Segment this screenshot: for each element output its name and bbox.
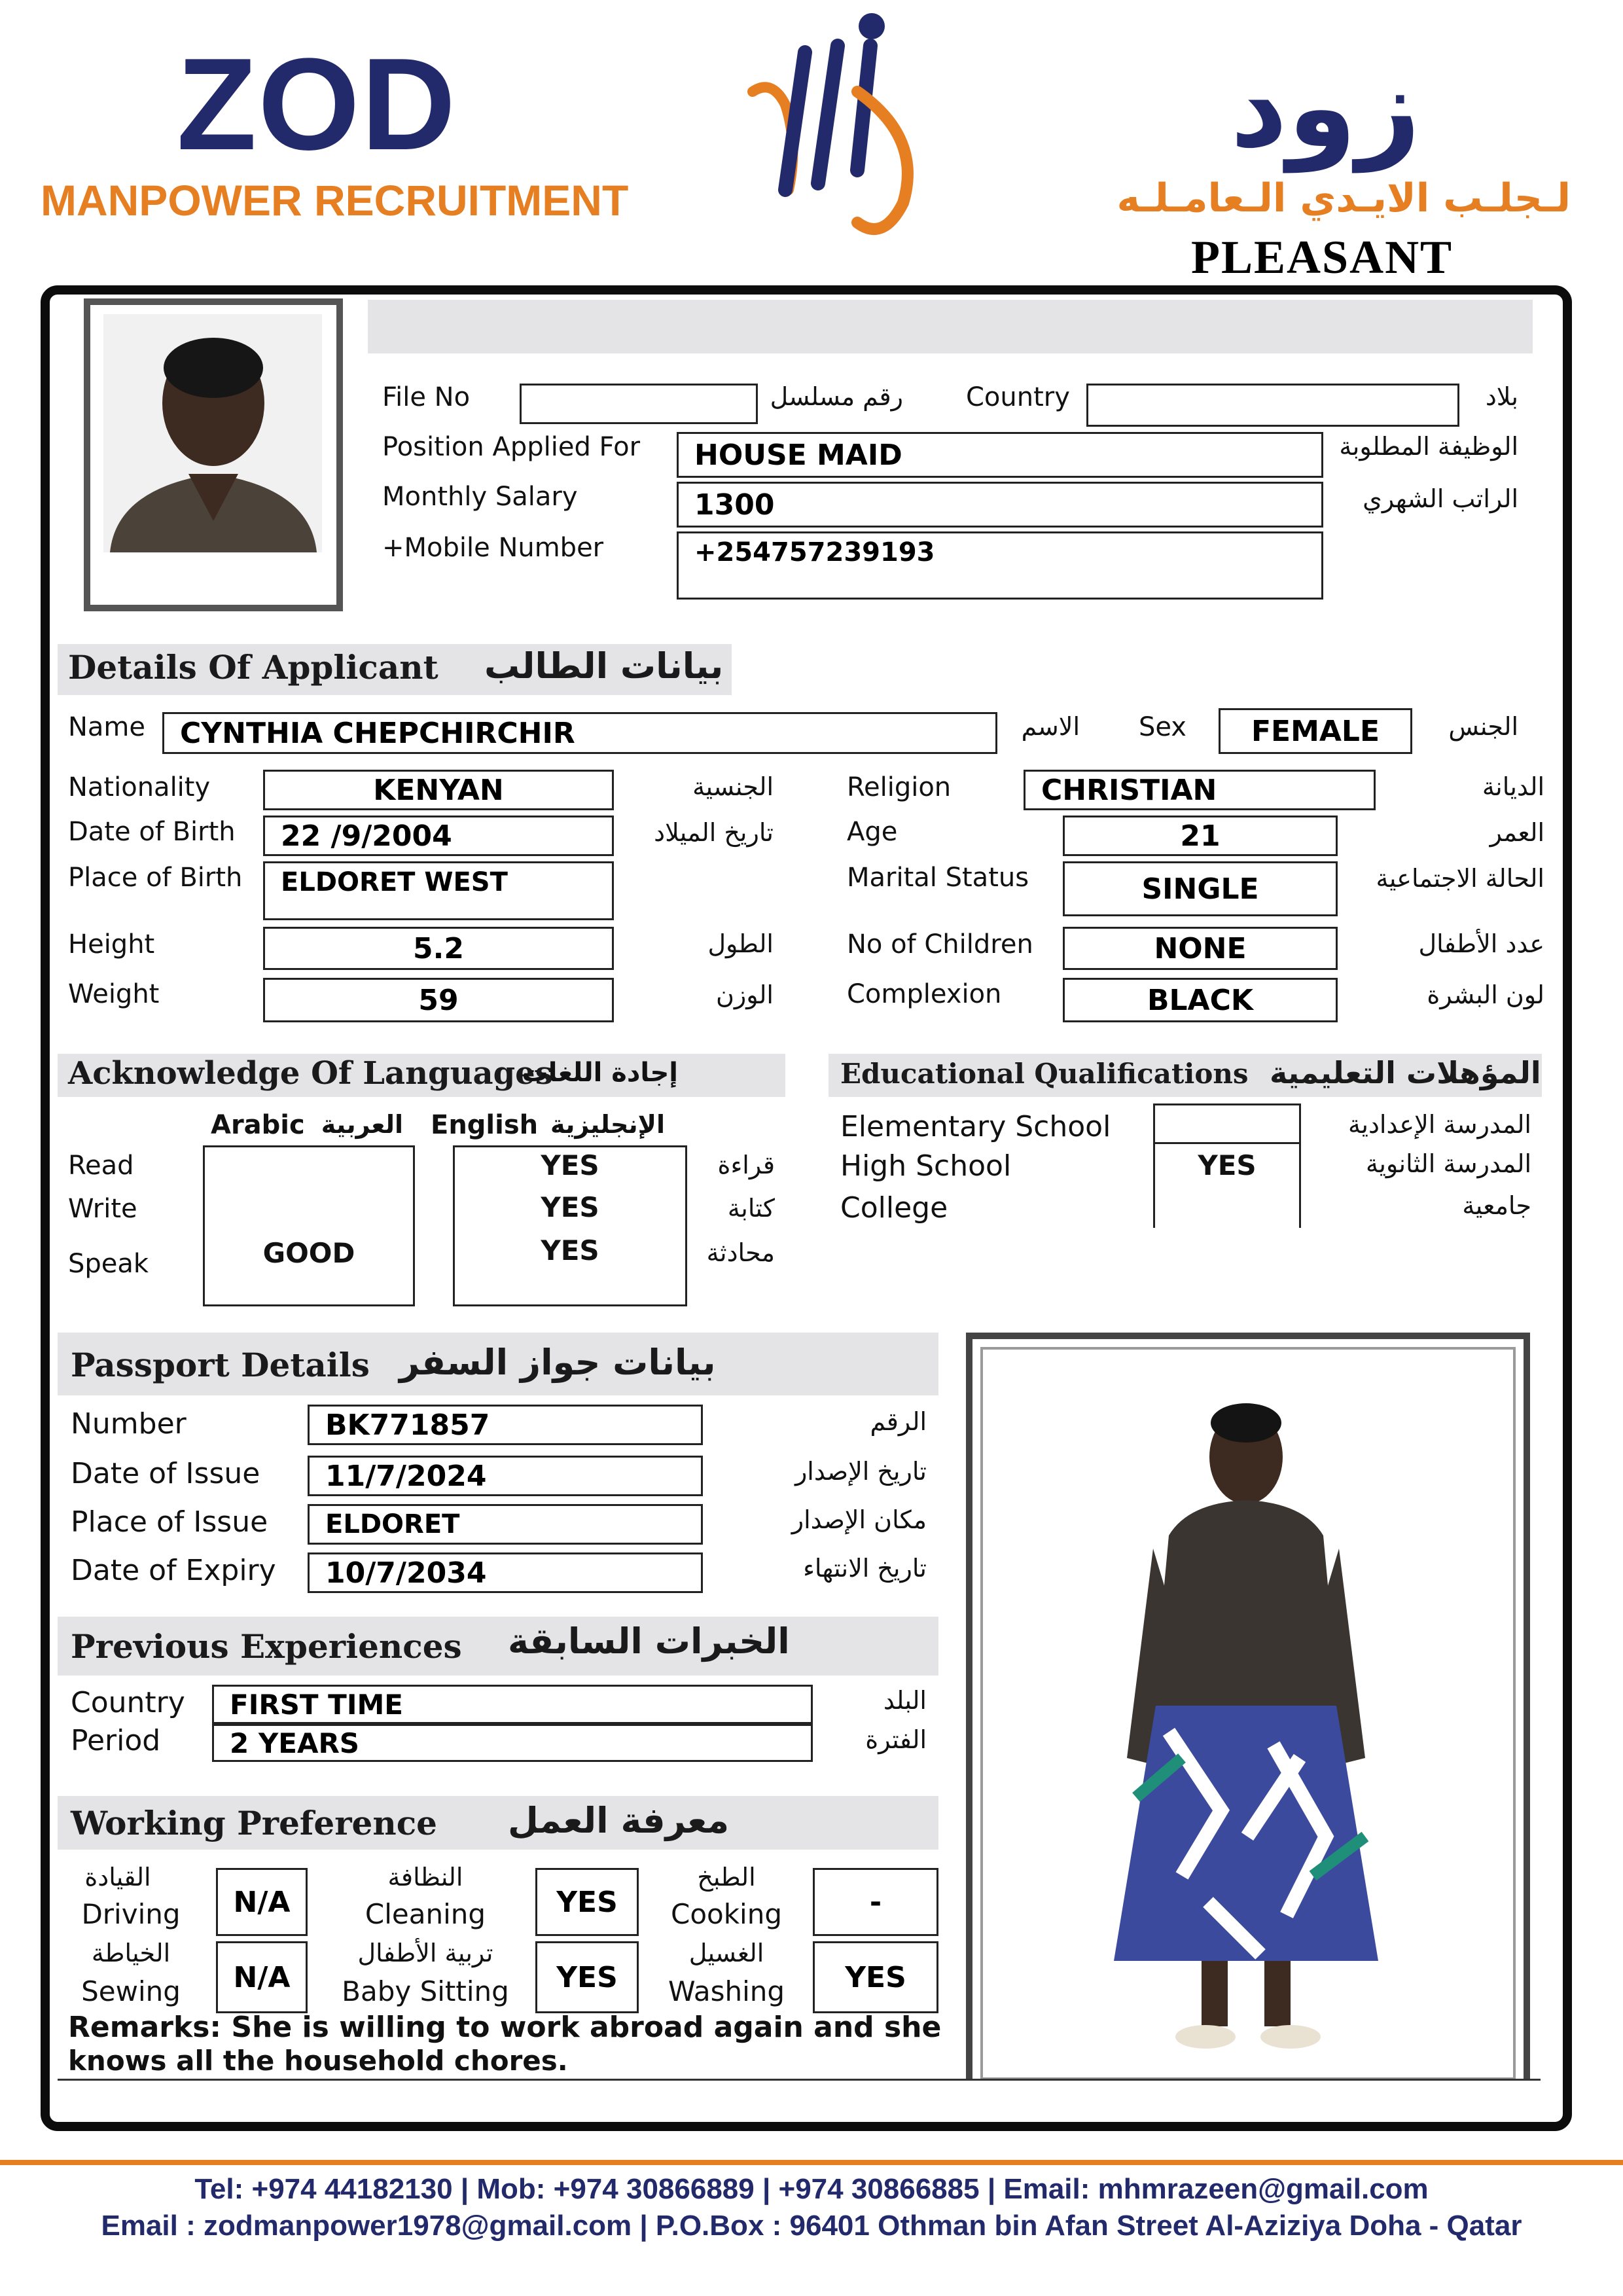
full-body-photo bbox=[972, 1339, 1524, 2079]
religion-field: CHRISTIAN bbox=[1024, 770, 1376, 810]
high-school-label: High School bbox=[840, 1149, 1012, 1183]
passport-section-title-arabic: بيانات جواز السفر bbox=[399, 1342, 716, 1383]
nationality-arabic-label: الجنسية bbox=[692, 772, 774, 801]
experience-period-label: Period bbox=[71, 1724, 161, 1757]
baby-sitting-value: YES bbox=[535, 1941, 639, 2013]
salary-label: Monthly Salary bbox=[382, 482, 578, 512]
remarks-line-1: Remarks: She is willing to work abroad again and she bbox=[68, 2011, 942, 2044]
children-label: No of Children bbox=[847, 929, 1033, 960]
elementary-label: Elementary School bbox=[840, 1110, 1111, 1143]
sex-label: Sex bbox=[1139, 712, 1186, 742]
experience-period-field: 2 YEARS bbox=[212, 1724, 813, 1762]
country-arabic-label: بلاد bbox=[1485, 382, 1518, 411]
file-no-label: File No bbox=[382, 382, 471, 412]
experience-country-label: Country bbox=[71, 1686, 185, 1719]
english-read-value: YES bbox=[541, 1149, 599, 1181]
cleaning-value: YES bbox=[535, 1868, 639, 1936]
passport-number-field: BK771857 bbox=[308, 1405, 703, 1445]
speak-arabic-label: محادثة bbox=[706, 1238, 775, 1267]
file-no-field bbox=[520, 384, 758, 424]
english-column-label: English bbox=[431, 1110, 539, 1140]
sex-arabic-label: الجنس bbox=[1448, 712, 1518, 741]
elementary-arabic-label: المدرسة الإعدادية bbox=[1348, 1110, 1531, 1139]
washing-label: Washing bbox=[668, 1975, 785, 2007]
baby-sitting-arabic-label: تربية الأطفال bbox=[357, 1939, 493, 1967]
height-arabic-label: الطول bbox=[707, 929, 774, 958]
complexion-arabic-label: لون البشرة bbox=[1427, 980, 1544, 1009]
experience-country-field: FIRST TIME bbox=[212, 1685, 813, 1724]
preference-section-title-arabic: معرفة العمل bbox=[508, 1800, 730, 1841]
education-section-title: Educational Qualifications bbox=[840, 1058, 1249, 1090]
arabic-skill-value: GOOD bbox=[262, 1237, 355, 1269]
top-header-bar bbox=[368, 300, 1533, 353]
sewing-arabic-label: الخياطة bbox=[91, 1939, 171, 1967]
country-label: Country bbox=[966, 382, 1070, 412]
baby-sitting-label: Baby Sitting bbox=[342, 1975, 509, 2007]
complexion-field: BLACK bbox=[1063, 978, 1338, 1022]
issue-date-arabic-label: تاريخ الإصدار bbox=[794, 1457, 927, 1486]
arabic-column-arabic-label: العربية bbox=[321, 1110, 403, 1139]
name-arabic-label: الاسم bbox=[1021, 712, 1080, 741]
nationality-field: KENYAN bbox=[263, 770, 614, 810]
issue-place-arabic-label: مكان الإصدار bbox=[791, 1505, 927, 1534]
cleaning-label: Cleaning bbox=[365, 1898, 486, 1930]
experience-period-arabic-label: الفترة bbox=[865, 1725, 927, 1754]
dob-field: 22 /9/2004 bbox=[263, 816, 614, 856]
dob-arabic-label: تاريخ الميلاد bbox=[654, 818, 774, 847]
read-label: Read bbox=[68, 1151, 134, 1181]
sewing-label: Sewing bbox=[81, 1975, 181, 2007]
salary-field: 1300 bbox=[677, 482, 1323, 528]
age-label: Age bbox=[847, 817, 898, 847]
weight-field: 59 bbox=[263, 978, 614, 1022]
country-field bbox=[1086, 384, 1459, 427]
elementary-value-line bbox=[1153, 1103, 1301, 1144]
pob-label: Place of Birth bbox=[68, 863, 243, 893]
religion-label: Religion bbox=[847, 772, 952, 802]
name-field: CYNTHIA CHEPCHIRCHIR bbox=[162, 712, 997, 754]
weight-label: Weight bbox=[68, 979, 160, 1009]
cooking-arabic-label: الطبخ bbox=[697, 1863, 756, 1892]
write-arabic-label: كتابة bbox=[727, 1194, 775, 1223]
marital-arabic-label: الحالة الاجتماعية bbox=[1376, 864, 1544, 893]
education-section-title-arabic: المؤهلات التعليمية bbox=[1270, 1055, 1541, 1090]
nationality-label: Nationality bbox=[68, 772, 211, 802]
age-arabic-label: العمر bbox=[1489, 818, 1544, 847]
college-arabic-label: جامعية bbox=[1462, 1191, 1531, 1220]
passport-number-arabic-label: الرقم bbox=[870, 1407, 927, 1436]
name-label: Name bbox=[68, 712, 146, 742]
college-label: College bbox=[840, 1191, 948, 1225]
height-field: 5.2 bbox=[263, 927, 614, 970]
expiry-date-label: Date of Expiry bbox=[71, 1554, 276, 1587]
marital-label: Marital Status bbox=[847, 863, 1029, 893]
weight-arabic-label: الوزن bbox=[715, 980, 774, 1009]
speak-label: Speak bbox=[68, 1249, 149, 1279]
read-arabic-label: قراءة bbox=[717, 1151, 775, 1179]
position-label: Position Applied For bbox=[382, 432, 641, 462]
height-label: Height bbox=[68, 929, 155, 960]
brand-name-arabic: زود bbox=[1230, 43, 1421, 173]
high-school-value: YES bbox=[1198, 1149, 1257, 1181]
passport-section-title: Passport Details bbox=[71, 1346, 370, 1384]
english-write-value: YES bbox=[541, 1191, 599, 1223]
position-field: HOUSE MAID bbox=[677, 432, 1323, 478]
mobile-field: +254757239193 bbox=[677, 531, 1323, 600]
mobile-label: +Mobile Number bbox=[382, 533, 604, 563]
portrait-photo-frame bbox=[84, 298, 343, 611]
sex-field: FEMALE bbox=[1219, 708, 1412, 754]
languages-section-title: Acknowledge Of Languages bbox=[68, 1055, 553, 1092]
children-arabic-label: عدد الأطفال bbox=[1418, 929, 1544, 958]
dob-label: Date of Birth bbox=[68, 817, 236, 847]
experience-section-title: Previous Experiences bbox=[71, 1627, 462, 1666]
driving-label: Driving bbox=[81, 1898, 181, 1930]
full-body-photo-frame bbox=[966, 1333, 1530, 2079]
experience-section-title-arabic: الخبرات السابقة bbox=[508, 1621, 790, 1662]
complexion-label: Complexion bbox=[847, 979, 1002, 1009]
write-label: Write bbox=[68, 1194, 137, 1224]
washing-value: YES bbox=[813, 1941, 938, 2013]
salary-arabic-label: الراتب الشهري bbox=[1363, 484, 1518, 513]
age-field: 21 bbox=[1063, 816, 1338, 856]
footer-contact-line-1: Tel: +974 44182130 | Mob: +974 30866889 | +974 30866885 | Email: mhmrazeen@gmail.com bbox=[194, 2173, 1429, 2205]
arabic-column-label: Arabic bbox=[211, 1110, 305, 1140]
issue-date-field: 11/7/2024 bbox=[308, 1456, 703, 1496]
zod-logo bbox=[726, 7, 936, 255]
passport-number-label: Number bbox=[71, 1407, 187, 1441]
cooking-label: Cooking bbox=[671, 1898, 782, 1930]
marital-field: SINGLE bbox=[1063, 861, 1338, 916]
english-column-arabic-label: الإنجليزية bbox=[550, 1110, 665, 1139]
experience-country-arabic-label: البلد bbox=[883, 1686, 927, 1715]
preference-section-title: Working Preference bbox=[71, 1804, 437, 1842]
sewing-value: N/A bbox=[216, 1941, 308, 2013]
high-school-arabic-label: المدرسة الثانوية bbox=[1365, 1149, 1531, 1178]
footer-divider bbox=[0, 2160, 1623, 2165]
brand-name: ZOD bbox=[177, 31, 457, 177]
english-speak-value: YES bbox=[541, 1234, 599, 1266]
brand-subtitle-arabic: لـجلـب الايـدي الـعامـلـه bbox=[1116, 175, 1571, 221]
portrait-photo bbox=[90, 305, 336, 605]
file-no-arabic-label: رقم مسلسل bbox=[770, 382, 903, 411]
children-field: NONE bbox=[1063, 927, 1338, 970]
cooking-value: - bbox=[813, 1868, 938, 1936]
washing-arabic-label: الغسيل bbox=[688, 1939, 764, 1967]
logo-mark bbox=[753, 13, 908, 229]
pob-field: ELDORET WEST bbox=[263, 861, 614, 920]
cleaning-arabic-label: النظافة bbox=[387, 1863, 463, 1892]
driving-value: N/A bbox=[216, 1868, 308, 1936]
agency-name: PLEASANT bbox=[1191, 231, 1454, 283]
arabic-skill-box bbox=[203, 1145, 415, 1306]
applicant-section-title-arabic: بيانات الطالب bbox=[484, 645, 724, 687]
applicant-section-title: Details Of Applicant bbox=[68, 648, 438, 687]
remarks-line-2: knows all the household chores. bbox=[68, 2045, 568, 2077]
expiry-date-arabic-label: تاريخ الانتهاء bbox=[803, 1554, 927, 1583]
issue-place-label: Place of Issue bbox=[71, 1505, 268, 1539]
expiry-date-field: 10/7/2034 bbox=[308, 1552, 703, 1593]
brand-subtitle: MANPOWER RECRUITMENT bbox=[41, 176, 629, 224]
issue-place-field: ELDORET bbox=[308, 1504, 703, 1545]
footer-contact-line-2: Email : zodmanpower1978@gmail.com | P.O.Box : 96401 Othman bin Afan Street Al-Aziziya Doha - Qatar bbox=[101, 2210, 1522, 2242]
driving-arabic-label: القيادة bbox=[84, 1863, 151, 1892]
religion-arabic-label: الديانة bbox=[1482, 772, 1544, 801]
languages-section-title-arabic: إجادة اللغات bbox=[522, 1058, 678, 1088]
position-arabic-label: الوظيفة المطلوبة bbox=[1339, 432, 1518, 461]
issue-date-label: Date of Issue bbox=[71, 1457, 260, 1490]
